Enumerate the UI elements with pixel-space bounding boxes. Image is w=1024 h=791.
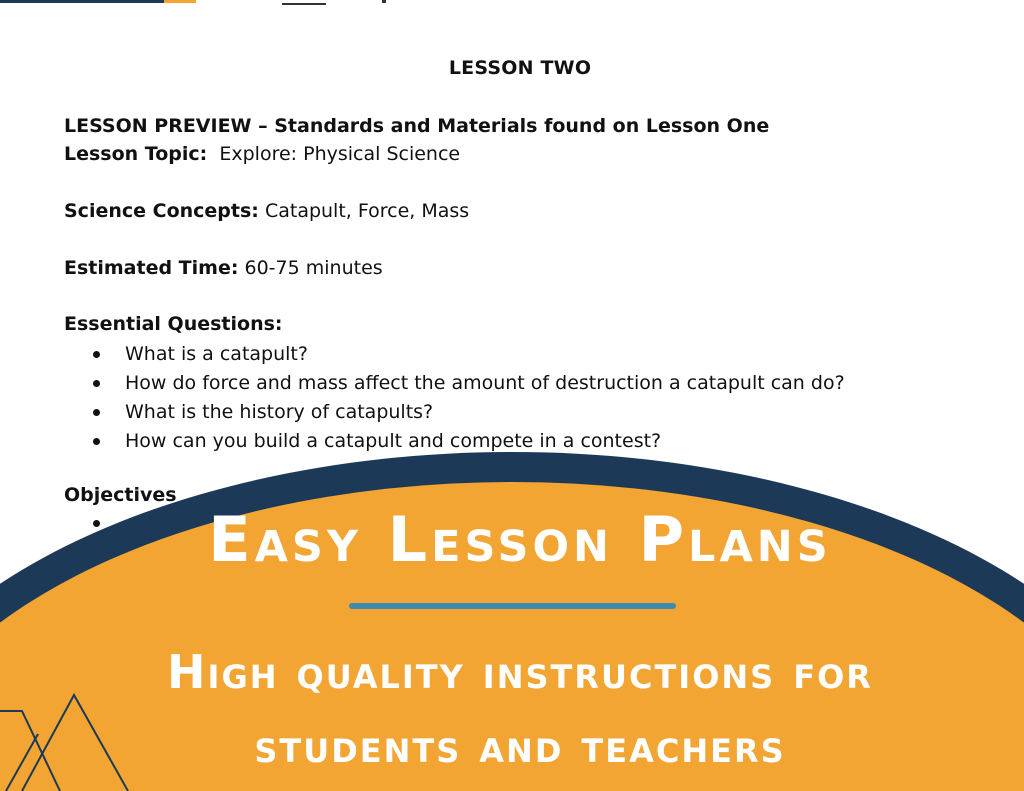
question-text: What is a catapult? xyxy=(125,343,308,365)
estimated-time-row xyxy=(64,255,383,281)
top-fragment-mark xyxy=(282,0,326,5)
science-concepts-row xyxy=(64,198,469,224)
bullet-icon xyxy=(93,438,100,445)
essential-questions-heading xyxy=(64,311,283,337)
essential-questions-label: Essential Questions: xyxy=(64,313,283,335)
essential-questions-list xyxy=(64,340,845,456)
mountains-icon xyxy=(0,690,140,791)
estimated-time-value: 60-75 minutes xyxy=(244,257,383,279)
banner-divider xyxy=(349,603,676,609)
lesson-topic-row xyxy=(64,141,460,167)
top-fragment-mark-small xyxy=(382,0,386,3)
lesson-topic-label: Lesson Topic: xyxy=(64,143,208,165)
bullet-icon xyxy=(93,380,100,387)
banner-title: Easy Lesson Plans xyxy=(208,503,832,576)
list-item xyxy=(64,398,845,427)
list-item xyxy=(64,340,845,369)
document-title: LESSON TWO xyxy=(448,57,592,79)
bullet-icon xyxy=(93,409,100,416)
question-text: How can you build a catapult and compete in a contest? xyxy=(125,430,662,452)
bullet-icon xyxy=(93,351,100,358)
question-text: What is the history of catapults? xyxy=(125,401,434,423)
estimated-time-label: Estimated Time: xyxy=(64,257,239,279)
preview-heading xyxy=(64,113,769,139)
banner-subtitle-line-2: students and teachers xyxy=(254,719,786,773)
lesson-topic-value: Explore: Physical Science xyxy=(219,143,461,165)
top-border-accent xyxy=(164,0,196,3)
question-text: How do force and mass affect the amount of destruction a catapult can do? xyxy=(125,372,845,394)
objectives-label: Objectives xyxy=(64,484,177,506)
list-item xyxy=(64,427,845,456)
science-concepts-value: Catapult, Force, Mass xyxy=(264,200,470,222)
list-item xyxy=(64,369,845,398)
banner-subtitle-line-1: High quality instructions for xyxy=(167,645,873,699)
science-concepts-label: Science Concepts: xyxy=(64,200,259,222)
preview-heading-text: LESSON PREVIEW – Standards and Materials found on Lesson One xyxy=(64,115,770,137)
